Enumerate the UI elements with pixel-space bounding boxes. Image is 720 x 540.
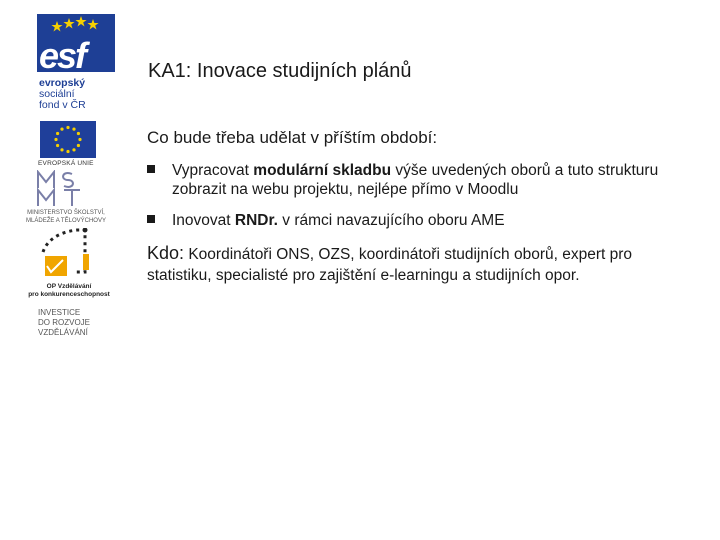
- kdo-text: Koordinátoři ONS, OZS, koordinátoři studijních oborů, expert pro statistiku, specialisté pro zajištění e-learningu a studijních opor.: [147, 246, 633, 284]
- kdo-label: Kdo:: [147, 243, 185, 263]
- logo-sidebar: [0, 0, 125, 360]
- msmt-label: [10, 209, 122, 225]
- slide-title: KA1: Inovace studijních plánů: [148, 60, 412, 82]
- investice-line2: DO ROZVOJE: [38, 318, 91, 327]
- bullet-text-pre: Vypracovat: [172, 162, 254, 179]
- eu-stars-icon: [40, 121, 96, 158]
- opvk-label-line1: OP Vzdělávání: [46, 283, 92, 290]
- bullet-square-icon: [147, 215, 155, 223]
- slide-subheading: Co bude třeba udělat v příštím období:: [147, 128, 438, 147]
- opvk-label: [14, 283, 124, 299]
- esf-logo-caption: [39, 78, 117, 111]
- list-item: [147, 161, 697, 199]
- esf-caption-line1: evropský: [39, 77, 86, 89]
- responsible-paragraph: [147, 243, 667, 286]
- msmt-label-line1: MINISTERSTVO ŠKOLSTVÍ,: [27, 210, 105, 216]
- list-item: [147, 211, 697, 230]
- eu-label: EVROPSKÁ UNIE: [38, 160, 94, 167]
- esf-caption-line3: fond v ČR: [39, 99, 86, 111]
- investice-label: [38, 308, 90, 338]
- bullet-text-post: v rámci navazujícího oboru AME: [277, 212, 505, 229]
- opvk-logo-icon: [37, 228, 99, 280]
- esf-logo: [37, 14, 115, 120]
- bullet-text-pre: Inovovat: [172, 212, 235, 229]
- investice-line3: VZDĚLÁVÁNÍ: [38, 328, 88, 337]
- investice-line1: INVESTICE: [38, 308, 81, 317]
- eu-flag-icon: [40, 121, 96, 158]
- msmt-logo-icon: [36, 170, 90, 208]
- esf-caption-line2: sociální: [39, 88, 75, 100]
- bullet-text-bold: RNDr.: [234, 212, 278, 229]
- bullet-text-post: výše uvedených oborů a tuto strukturu zobrazit na webu projektu, nejlépe přímo v Moodlu: [172, 162, 659, 198]
- bullet-square-icon: [147, 165, 155, 173]
- opvk-label-line2: pro konkurenceschopnost: [28, 291, 110, 298]
- bullet-text-bold: modulární skladbu: [253, 162, 392, 179]
- task-list: [147, 161, 697, 242]
- msmt-label-line2: MLÁDEŽE A TĚLOVÝCHOVY: [26, 218, 106, 224]
- esf-logo-mark: esf: [39, 35, 86, 76]
